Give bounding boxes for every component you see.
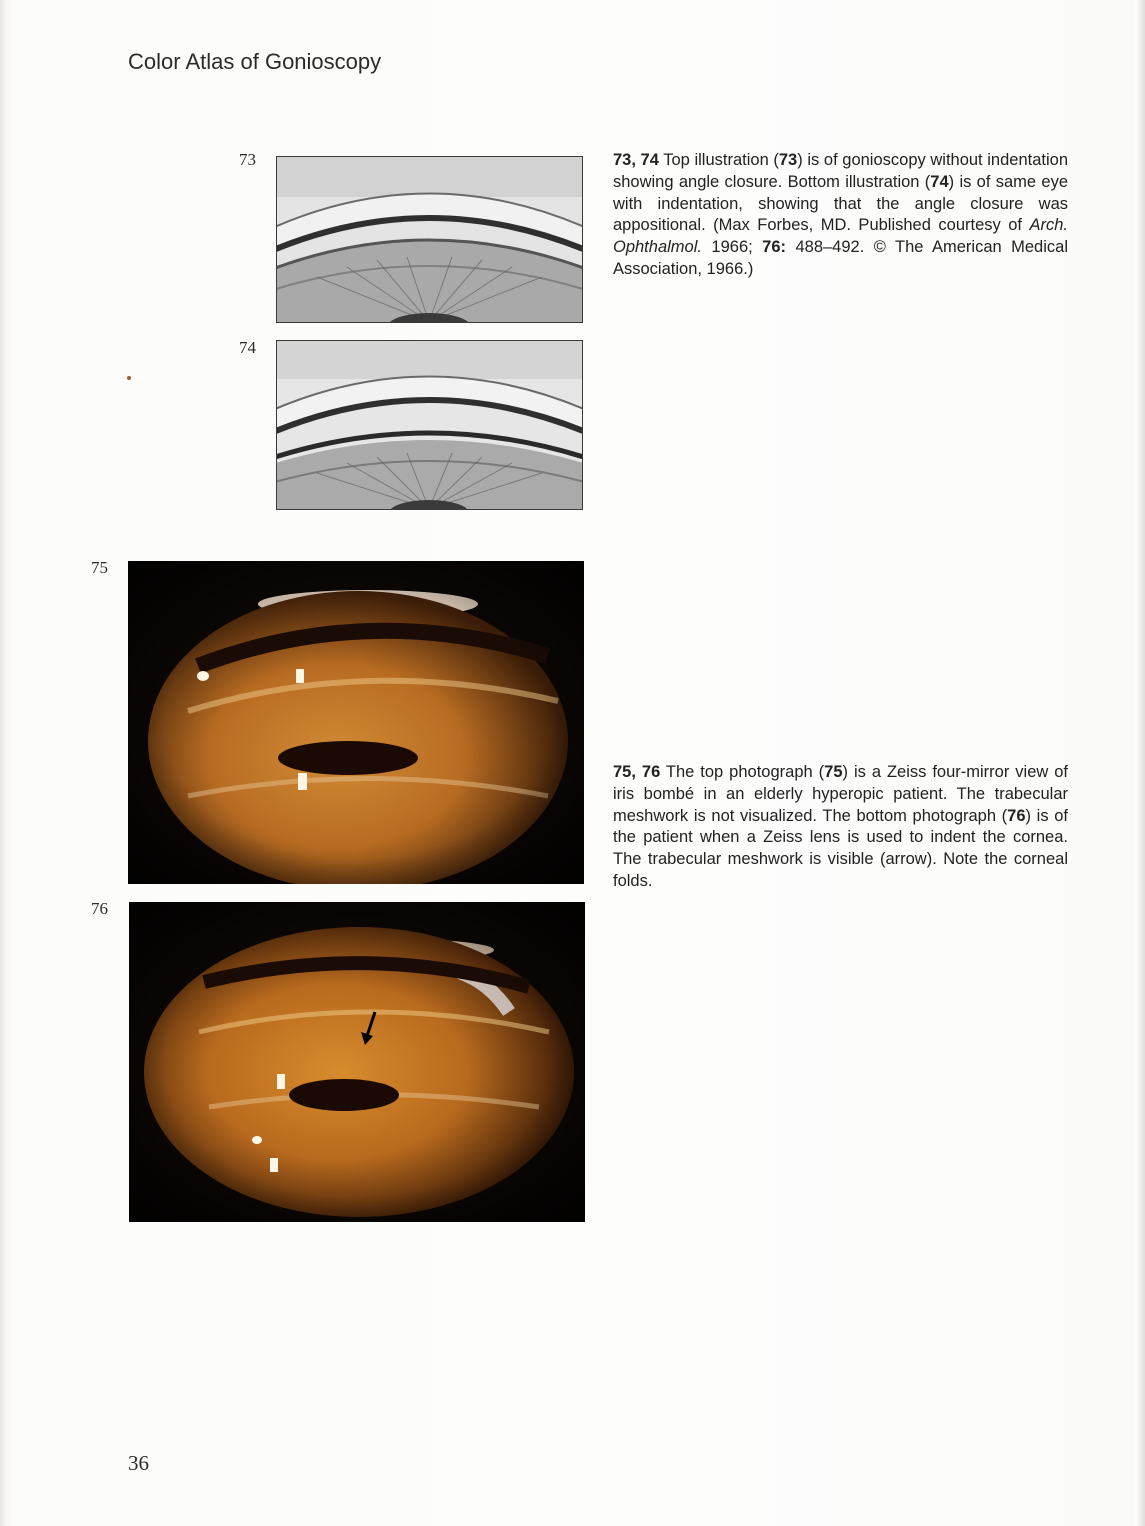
- figure-number-74: 74: [239, 338, 256, 357]
- figure-number-73: 73: [239, 150, 256, 169]
- trabecular-meshwork-arrow-icon: [357, 1010, 381, 1046]
- figure-73-illustration: [276, 156, 583, 323]
- print-speck: [127, 376, 131, 380]
- figure-74-illustration: [276, 340, 583, 510]
- caption-73-74: 73, 74 Top illustration (73) is of gonioscopy without indentation showing angle closure. Bottom illustration (74) is of same eye with indentation, showing that the angle closure was appositional. (Max Forbes, MD. Published courtesy of Arch. Ophthalmol. 1966; 76: 488–492. © The American Medical Association, 1966.): [613, 151, 1068, 278]
- page-number: 36: [128, 1451, 149, 1475]
- caption-75-76: 75, 76 The top photograph (75) is a Zeiss four-mirror view of iris bombé in an elderly hyperopic patient. The trabecular meshwork is not visualized. The bottom photograph (76) is of the patient when a Zeiss lens is used to indent the cornea. The trabecular meshwork is visible (arrow). Note the corneal folds.: [613, 763, 1069, 890]
- figure-75-photograph: [128, 561, 584, 884]
- running-header: Color Atlas of Gonioscopy: [128, 49, 382, 74]
- figure-number-76: 76: [91, 899, 108, 918]
- figure-number-75: 75: [91, 558, 108, 577]
- figure-76-photograph: [129, 902, 585, 1222]
- page-edge-shadow: [1135, 0, 1145, 1526]
